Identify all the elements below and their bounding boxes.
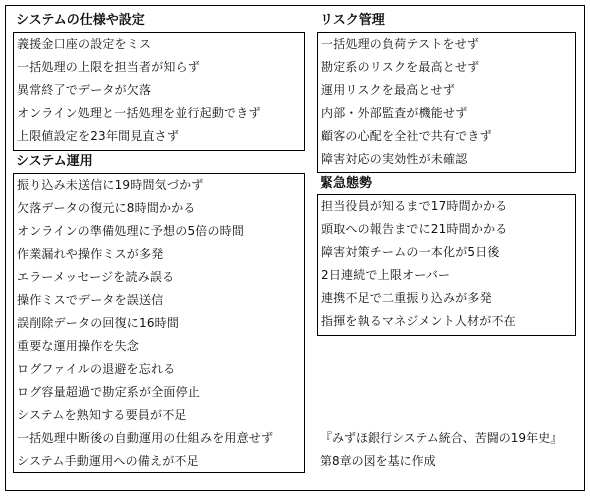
list-item: システムを熟知する要員が不足 xyxy=(17,408,187,422)
list-item: 連携不足で二重振り込みが多発 xyxy=(321,291,492,305)
list-item: 勘定系のリスクを最高とせず xyxy=(321,60,480,74)
list-item: 作業漏れや操作ミスが多発 xyxy=(17,247,164,261)
ops-box xyxy=(13,173,305,473)
list-item: ログ容量超過で勘定系が全面停止 xyxy=(17,385,201,399)
list-item: 運用リスクを最高とせず xyxy=(321,83,455,97)
list-item: 一括処理の負荷テストをせず xyxy=(321,37,480,51)
list-item: 操作ミスでデータを誤送信 xyxy=(17,293,164,307)
source-note-line1: 『みずほ銀行システム統合、苦闘の19年史』 xyxy=(320,431,563,445)
list-item: 障害対策チームの一本化が5日後 xyxy=(321,245,500,259)
list-item: 指揮を執るマネジメント人材が不在 xyxy=(321,314,516,328)
emergency-list xyxy=(318,195,575,333)
list-item: 誤削除データの回復に16時間 xyxy=(17,316,180,330)
source-note-line2: 第8章の図を基に作成 xyxy=(320,454,436,468)
risk-box xyxy=(317,32,576,173)
list-item: システム手動運用への備えが不足 xyxy=(17,454,199,468)
list-item: 振り込み未送信に19時間気づかず xyxy=(17,178,204,192)
spec-list xyxy=(14,33,304,148)
list-item: 上限値設定を23年間見直さず xyxy=(17,129,180,143)
list-item: 障害対応の実効性が未確認 xyxy=(321,152,468,166)
list-item: オンライン処理と一括処理を並行起動できず xyxy=(17,106,261,120)
spec-heading: システムの仕様や設定 xyxy=(16,13,145,28)
list-item: エラーメッセージを読み誤る xyxy=(17,270,175,284)
emergency-box xyxy=(317,194,576,336)
spec-box xyxy=(13,32,305,151)
list-item: 一括処理の上限を担当者が知らず xyxy=(17,60,201,74)
list-item: 担当役員が知るまで17時間かかる xyxy=(321,199,508,213)
risk-heading: リスク管理 xyxy=(320,13,385,28)
ops-list xyxy=(14,174,304,473)
ops-heading: システム運用 xyxy=(16,154,93,169)
list-item: 顧客の心配を全社で共有できず xyxy=(321,129,492,143)
list-item: ログファイルの退避を忘れる xyxy=(17,362,176,376)
list-item: 一括処理中断後の自動運用の仕組みを用意せず xyxy=(17,431,274,445)
list-item: 義援金口座の設定をミス xyxy=(17,37,152,51)
list-item: 内部・外部監査が機能せず xyxy=(321,106,468,120)
list-item: 欠落データの復元に8時間かかる xyxy=(17,201,196,215)
list-item: 2日連続で上限オーバー xyxy=(321,268,451,282)
list-item: 異常終了でデータが欠落 xyxy=(17,83,152,97)
emergency-heading: 緊急態勢 xyxy=(320,176,373,191)
list-item: オンラインの準備処理に予想の5倍の時間 xyxy=(17,224,245,238)
risk-list xyxy=(318,33,575,171)
list-item: 重要な運用操作を失念 xyxy=(17,339,140,353)
list-item: 頭取への報告までに21時間かかる xyxy=(321,222,508,236)
